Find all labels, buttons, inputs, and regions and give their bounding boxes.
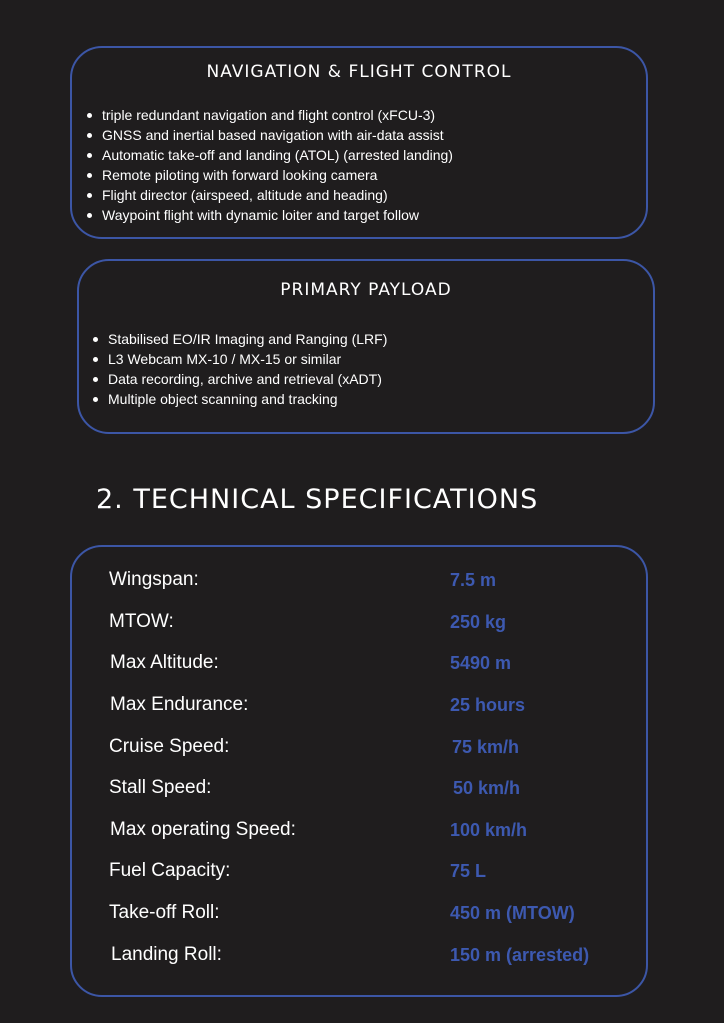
- spec-value: 5490 m: [450, 653, 512, 673]
- list-item: Flight director (airspeed, altitude and heading): [86, 185, 453, 205]
- list-item: Automatic take-off and landing (ATOL) (arrested landing): [86, 145, 453, 165]
- navigation-panel-title: NAVIGATION & FLIGHT CONTROL: [206, 62, 512, 82]
- list-item: Stabilised EO/IR Imaging and Ranging (LRF): [92, 329, 387, 349]
- spec-row-cruise-speed: [72, 732, 646, 762]
- spec-row-max-altitude: [72, 648, 646, 678]
- navigation-feature-list: [86, 105, 453, 225]
- spec-value: 7.5 m: [450, 570, 497, 590]
- spec-label: Wingspan:: [109, 569, 199, 590]
- list-item: Data recording, archive and retrieval (xADT): [92, 369, 387, 389]
- spec-label: Fuel Capacity:: [109, 860, 231, 881]
- spec-row-max-endurance: [72, 690, 646, 720]
- list-item: Remote piloting with forward looking camera: [86, 165, 453, 185]
- spec-label: Cruise Speed:: [109, 736, 230, 757]
- spec-row-wingspan: [72, 565, 646, 595]
- specifications-panel: [70, 545, 648, 997]
- spec-value: 75 L: [450, 861, 487, 881]
- list-item: L3 Webcam MX-10 / MX-15 or similar: [92, 349, 387, 369]
- technical-specifications-heading: 2. TECHNICAL SPECIFICATIONS: [96, 484, 539, 515]
- spec-value: 75 km/h: [452, 737, 520, 757]
- spec-label: Landing Roll:: [111, 944, 222, 965]
- navigation-flight-control-panel: [70, 46, 648, 239]
- spec-label: MTOW:: [109, 611, 174, 632]
- spec-label: Max operating Speed:: [110, 819, 296, 840]
- spec-row-take-off-roll: [72, 898, 646, 928]
- list-item: Waypoint flight with dynamic loiter and target follow: [86, 205, 453, 225]
- spec-row-landing-roll: [72, 940, 646, 970]
- spec-row-fuel-capacity: [72, 856, 646, 886]
- spec-row-max-operating-speed: [72, 815, 646, 845]
- spec-row-mtow: [72, 607, 646, 637]
- spec-value: 25 hours: [450, 695, 526, 715]
- list-item: Multiple object scanning and tracking: [92, 389, 387, 409]
- primary-payload-panel: [77, 259, 655, 434]
- spec-label: Max Endurance:: [110, 694, 249, 715]
- payload-feature-list: [92, 329, 387, 409]
- spec-label: Max Altitude:: [110, 652, 219, 673]
- payload-panel-title: PRIMARY PAYLOAD: [280, 280, 452, 300]
- spec-label: Take-off Roll:: [109, 902, 220, 923]
- spec-label: Stall Speed:: [109, 777, 212, 798]
- spec-value: 100 km/h: [450, 820, 528, 840]
- spec-row-stall-speed: [72, 773, 646, 803]
- spec-value: 250 kg: [450, 612, 507, 632]
- spec-value: 150 m (arrested): [450, 945, 590, 965]
- list-item: triple redundant navigation and flight control (xFCU-3): [86, 105, 453, 125]
- list-item: GNSS and inertial based navigation with air-data assist: [86, 125, 453, 145]
- spec-value: 50 km/h: [453, 778, 521, 798]
- spec-value: 450 m (MTOW): [450, 903, 575, 923]
